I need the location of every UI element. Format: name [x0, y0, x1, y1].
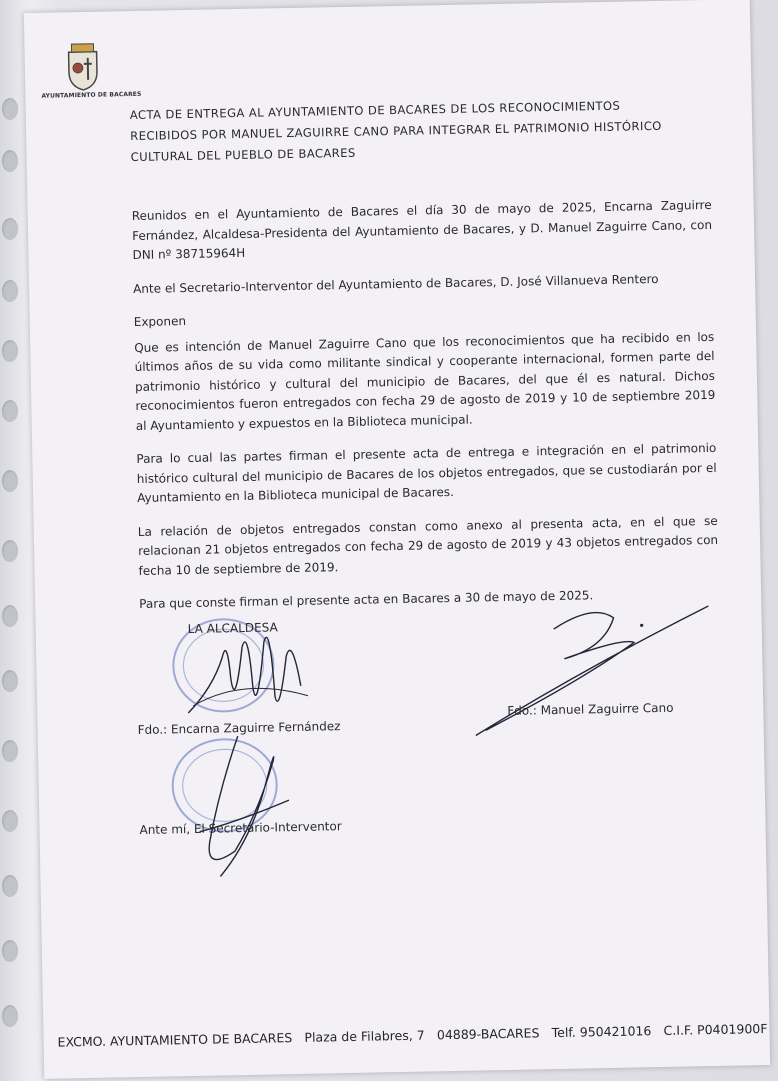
mayor-name-label: Fdo.: Encarna Zaguirre Fernández — [137, 719, 341, 738]
footer-address: Plaza de Filabres, 7 — [304, 1027, 425, 1045]
footer-phone: Telf. 950421016 — [551, 1023, 652, 1041]
municipal-crest-icon — [62, 42, 103, 93]
paragraph-annex: La relación de objetos entregados constan como anexo al presenta acta, en el que se relacionan 21 objetos entregados con fecha 29 de agosto de 2019 y 43 objetos entregados con fecha 10 de septiembre de 2019. — [137, 513, 719, 578]
signature-secretary — [178, 730, 301, 882]
page-footer — [57, 1021, 767, 1050]
secretary-label: Ante mí, El Secretario-Interventor — [139, 819, 342, 837]
crest-caption: AYUNTAMIENTO DE BACARES — [41, 90, 142, 100]
paragraph-secretary: Ante el Secretario-Interventor del Ayuntamiento de Bacares, D. José Villanueva Rentero — [133, 271, 659, 296]
footer-postal: 04889-BACARES — [436, 1025, 540, 1043]
paragraph-intention: Que es intención de Manuel Zaguirre Cano que los reconocimientos que ha recibido en los últimos años de su vida como militante sindical y cooperante internacional, formen parte del patrimonio histórico y cultural del municipio de Bacares, del que él es natural. Dichos reconocimientos fueron entregados con fecha 29 de agosto de 2019 y 10 de septiembre 2019 al Ayuntamiento y expuestos en la Biblioteca municipal. — [134, 329, 716, 433]
paragraph-closing: Para que conste firman el presente acta en Bacares a 30 de mayo de 2025. — [139, 588, 594, 611]
paragraph-meeting: Reunidos en el Ayuntamiento de Bacares el día 30 de mayo de 2025, Encarna Zaguirre Fernández, Alcaldesa-Presidenta del Ayuntamiento de Bacares, y D. Manuel Zaguirre Cano, con DNI nº 38715964H — [131, 197, 713, 263]
mayor-title-label: LA ALCALDESA — [187, 620, 278, 637]
donor-name-label: Fdo.: Manuel Zaguirre Cano — [507, 700, 674, 718]
signature-donor — [463, 596, 716, 741]
paragraph-exponen: Exponen — [133, 314, 187, 330]
footer-cif: C.I.F. P0401900F — [663, 1020, 768, 1038]
document-page — [24, 0, 770, 1079]
document-title: ACTA DE ENTREGA AL AYUNTAMIENTO DE BACARES DE LOS RECONOCIMIENTOS RECIBIDOS POR MANUEL ZAGUIRRE CANO PARA INTEGRAR EL PATRIMONIO HISTÓRICO CULTURAL DEL PUEBLO DE BACARES — [129, 98, 662, 165]
document-body — [132, 196, 720, 629]
footer-org: EXCMO. AYUNTAMIENTO DE BACARES — [57, 1030, 293, 1050]
paragraph-agreement: Para lo cual las partes firman el presente acta de entrega e integración en el patrimonio histórico cultural del municipio de Bacares de los objetos entregados, que se custodiarán por el Ayuntamiento en la Biblioteca municipal de Bacares. — [136, 440, 717, 505]
